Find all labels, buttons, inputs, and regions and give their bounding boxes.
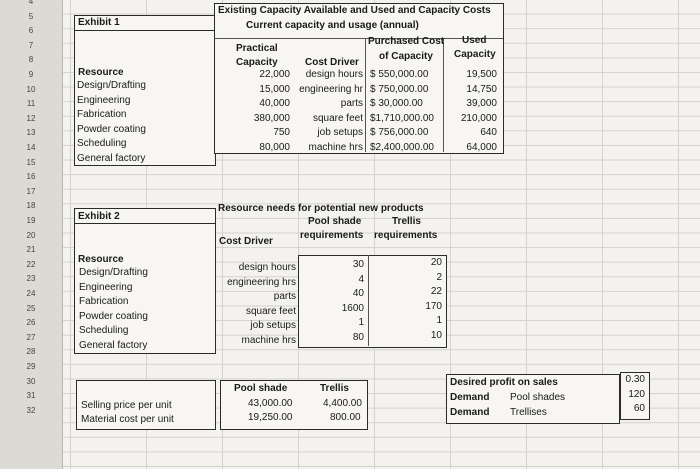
exhibit2-trellis-req[interactable]: 22 [430,286,442,298]
exhibit2-col-trellis-2: requirements [374,230,438,241]
exhibit2-label: Exhibit 2 [78,211,120,222]
exhibit1-driver[interactable]: machine hrs [308,142,363,153]
pricing-col-pool: Pool shade [234,383,288,394]
exhibit1-used[interactable]: 39,000 [466,98,497,110]
row-number[interactable]: 11 [26,99,36,109]
row-number[interactable]: 32 [26,405,36,415]
demand-pool-value[interactable]: 120 [628,389,645,400]
exhibit1-label: Exhibit 1 [78,17,120,28]
exhibit1-resource-name: Engineering [77,94,131,106]
row-number[interactable]: 25 [26,303,36,313]
exhibit2-trellis-req[interactable]: 2 [436,271,442,283]
exhibit1-cost[interactable]: $ 756,000.00 [370,127,429,139]
row-number[interactable]: 23 [26,274,36,284]
exhibit1-cost[interactable]: $1,710,000.00 [370,112,434,124]
exhibit1-capacity[interactable]: 380,000 [253,112,290,124]
exhibit1-cost[interactable]: $2,400,000.00 [370,142,434,153]
exhibit2-resource-name: Design/Drafting [79,267,148,278]
exhibit1-subtitle: Current capacity and usage (annual) [246,20,419,31]
material-cost-label: Material cost per unit [81,414,174,425]
row-number[interactable]: 6 [28,26,34,36]
exhibit1-cost[interactable]: $ 30,000.00 [370,98,423,110]
exhibit2-pool-req[interactable]: 80 [352,332,364,343]
row-number[interactable]: 13 [26,128,36,138]
row-number[interactable]: 10 [26,84,36,94]
exhibit1-cost[interactable]: $ 550,000.00 [370,69,429,80]
pricing-trellis-selling[interactable]: 4,400.00 [323,398,362,409]
exhibit2-pool-req[interactable]: 1 [358,317,364,329]
row-number[interactable]: 27 [26,332,36,342]
exhibit1-used[interactable]: 14,750 [466,83,497,95]
row-number[interactable]: 22 [26,259,36,269]
desired-profit-label: Desired profit on sales [450,377,558,388]
exhibit2-trellis-req[interactable]: 170 [425,300,442,312]
exhibit1-col-driver: Cost Driver [305,57,359,68]
desired-profit-value[interactable]: 0.30 [625,374,645,385]
exhibit1-cost[interactable]: $ 750,000.00 [370,83,429,95]
exhibit1-driver[interactable]: job setups [317,127,363,139]
exhibit2-col-trellis: Trellis [392,216,421,227]
exhibit1-col-practical-2: Capacity [236,57,278,68]
row-number[interactable]: 14 [26,143,36,152]
selling-price-label: Selling price per unit [81,400,172,411]
row-number[interactable]: 9 [28,70,34,79]
exhibit1-resource-name: Design/Drafting [77,80,146,91]
row-number[interactable]: 8 [28,55,34,65]
exhibit2-driver[interactable]: square feet [245,305,296,317]
row-number[interactable]: 7 [28,40,34,50]
row-number[interactable]: 31 [26,391,36,401]
exhibit1-used[interactable]: 64,000 [466,142,497,153]
exhibit2-pool-req[interactable]: 40 [352,288,364,300]
row-number[interactable]: 15 [26,157,36,167]
exhibit1-driver[interactable]: parts [340,98,363,110]
row-number[interactable]: 30 [26,376,36,386]
row-number[interactable]: 4 [28,0,34,6]
row-number[interactable]: 26 [26,318,36,328]
exhibit1-capacity[interactable]: 15,000 [259,83,290,95]
exhibit1-resource-name: Scheduling [77,138,127,150]
exhibit1-col-purchased: Purchased Cost [368,36,445,47]
pricing-pool-material[interactable]: 19,250.00 [248,412,293,423]
pricing-pool-selling[interactable]: 43,000.00 [248,398,293,409]
exhibit1-resource-header: Resource [78,67,124,78]
demand-trellis-label: Demand [450,407,490,418]
exhibit1-driver[interactable]: design hours [305,69,363,80]
exhibit1-capacity[interactable]: 750 [273,127,290,139]
row-number[interactable]: 18 [26,201,36,211]
exhibit2-trellis-req[interactable]: 1 [436,315,442,327]
exhibit1-driver[interactable]: square feet [312,112,363,124]
exhibit2-driver[interactable]: job setups [250,320,296,332]
exhibit2-driver[interactable]: parts [273,291,296,303]
exhibit2-resource-header: Resource [78,254,124,265]
row-number[interactable]: 17 [26,186,36,196]
pricing-trellis-material[interactable]: 800.00 [330,412,361,423]
exhibit2-resource-name: Powder coating [79,310,148,322]
exhibit1-used[interactable]: 640 [480,127,497,139]
demand-trellis-sublabel: Trellises [510,407,547,418]
row-number[interactable]: 12 [26,113,36,123]
exhibit2-title: Resource needs for potential new products [218,203,424,214]
row-number[interactable]: 5 [28,11,34,21]
exhibit1-capacity[interactable]: 22,000 [259,69,290,80]
exhibit2-trellis-req[interactable]: 10 [430,330,442,341]
exhibit2-col-divider [368,255,369,346]
exhibit2-pool-req[interactable]: 4 [358,273,364,285]
exhibit2-pool-req[interactable]: 1600 [341,302,364,314]
exhibit1-driver[interactable]: engineering hr [299,83,363,95]
exhibit1-col-used: Used [462,35,487,46]
exhibit1-title: Existing Capacity Available and Used and Capacity Costs [218,5,491,16]
exhibit1-used[interactable]: 210,000 [460,112,497,124]
exhibit2-col-driver: Cost Driver [219,236,273,247]
exhibit2-driver[interactable]: engineering hrs [227,276,296,288]
exhibit1-title-rule [214,38,503,39]
exhibit2-driver[interactable]: machine hrs [241,335,296,346]
exhibit1-col-practical: Practical [236,43,278,54]
exhibit1-resource-name: Powder coating [77,123,146,135]
exhibit1-capacity[interactable]: 40,000 [259,98,290,110]
row-number[interactable]: 20 [26,230,36,240]
exhibit1-col-divider-1 [365,38,366,152]
exhibit2-resource-name: General factory [79,340,148,351]
row-number[interactable]: 29 [26,362,36,371]
exhibit1-capacity[interactable]: 80,000 [259,142,290,153]
row-number[interactable]: 28 [26,347,36,357]
exhibit2-driver[interactable]: design hours [238,262,296,273]
demand-pool-label: Demand [450,392,490,403]
exhibit2-trellis-req[interactable]: 20 [430,257,442,268]
exhibit1-col-purchased-2: of Capacity [379,51,433,62]
exhibit1-resource-name: Fabrication [77,109,127,121]
exhibit1-used[interactable]: 19,500 [466,69,497,80]
exhibit2-resource-name: Fabrication [79,296,129,308]
exhibit2-col-pool-2: requirements [300,230,364,241]
exhibit2-resource-name: Scheduling [79,325,129,337]
exhibit2-pool-req[interactable]: 30 [352,259,364,270]
pricing-col-trellis: Trellis [320,383,349,394]
row-number[interactable]: 16 [26,172,36,182]
row-number[interactable]: 24 [26,289,36,298]
demand-pool-sublabel: Pool shades [510,392,566,403]
row-number[interactable]: 21 [26,245,36,255]
exhibit2-col-pool: Pool shade [308,216,362,227]
row-number[interactable]: 19 [26,216,36,225]
exhibit1-col-used-2: Capacity [454,49,496,60]
demand-trellis-value[interactable]: 60 [633,403,645,414]
exhibit1-resource-name: General factory [77,153,146,164]
exhibit2-resource-name: Engineering [79,281,133,293]
